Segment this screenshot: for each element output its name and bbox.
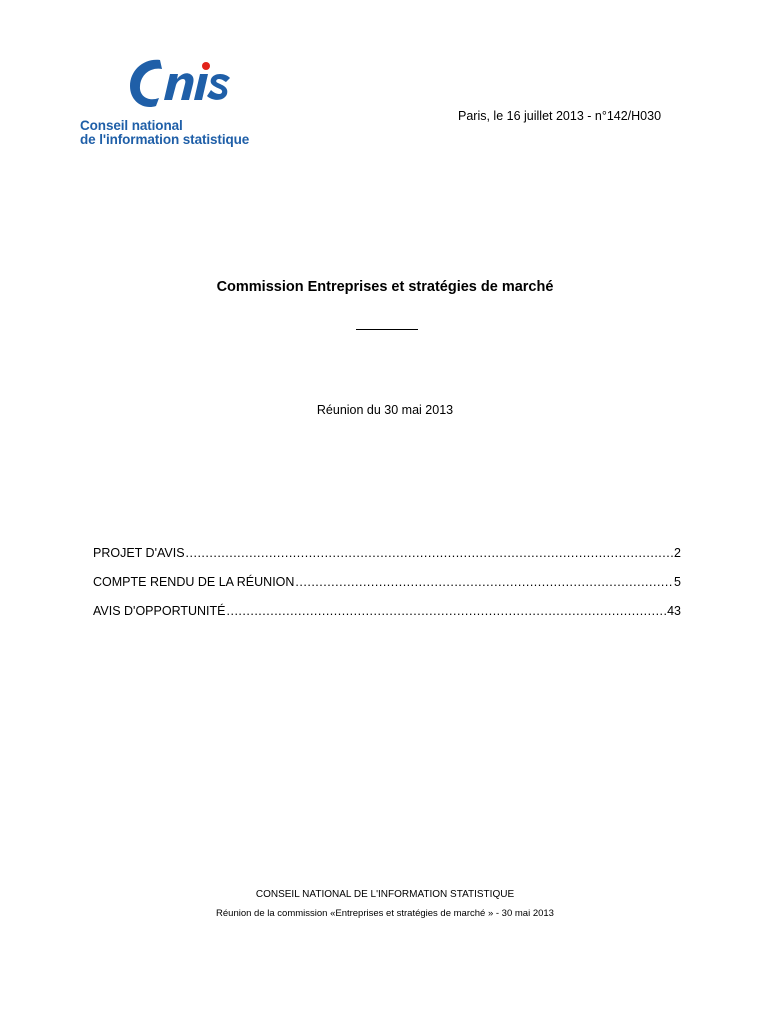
- toc-entry-projet-avis[interactable]: [93, 546, 681, 575]
- toc-entry-page: 5: [674, 575, 681, 589]
- meeting-date: Réunion du 30 mai 2013: [316, 403, 454, 417]
- toc-leader-dots: [227, 604, 667, 618]
- toc-leader-dots: [186, 546, 674, 560]
- toc-entry-avis-opportunite[interactable]: [93, 604, 681, 633]
- title-underline-divider: [356, 329, 418, 330]
- toc-entry-label: PROJET D'AVIS: [93, 546, 185, 560]
- footer-meeting-info: Réunion de la commission «Entreprises et stratégies de marché » - 30 mai 2013: [216, 908, 554, 919]
- logo-line-2: de l'information statistique: [80, 132, 250, 147]
- document-reference: Paris, le 16 juillet 2013 - n°142/H030: [458, 109, 662, 123]
- footer-organization: CONSEIL NATIONAL DE L'INFORMATION STATISTIQUE: [255, 889, 515, 900]
- cnis-logo: [80, 52, 270, 152]
- toc-entry-compte-rendu[interactable]: [93, 575, 681, 604]
- logo-line-1: Conseil national: [80, 118, 183, 133]
- toc-entry-label: COMPTE RENDU DE LA RÉUNION: [93, 575, 295, 589]
- toc-leader-dots: [295, 575, 673, 589]
- toc-entry-page: 43: [667, 604, 681, 618]
- toc-entry-label: AVIS D'OPPORTUNITÉ: [93, 604, 226, 618]
- toc-entry-page: 2: [674, 546, 681, 560]
- page-title: Commission Entreprises et stratégies de marché: [216, 279, 554, 295]
- cnis-logo-mark: [126, 52, 236, 114]
- table-of-contents: [93, 546, 681, 633]
